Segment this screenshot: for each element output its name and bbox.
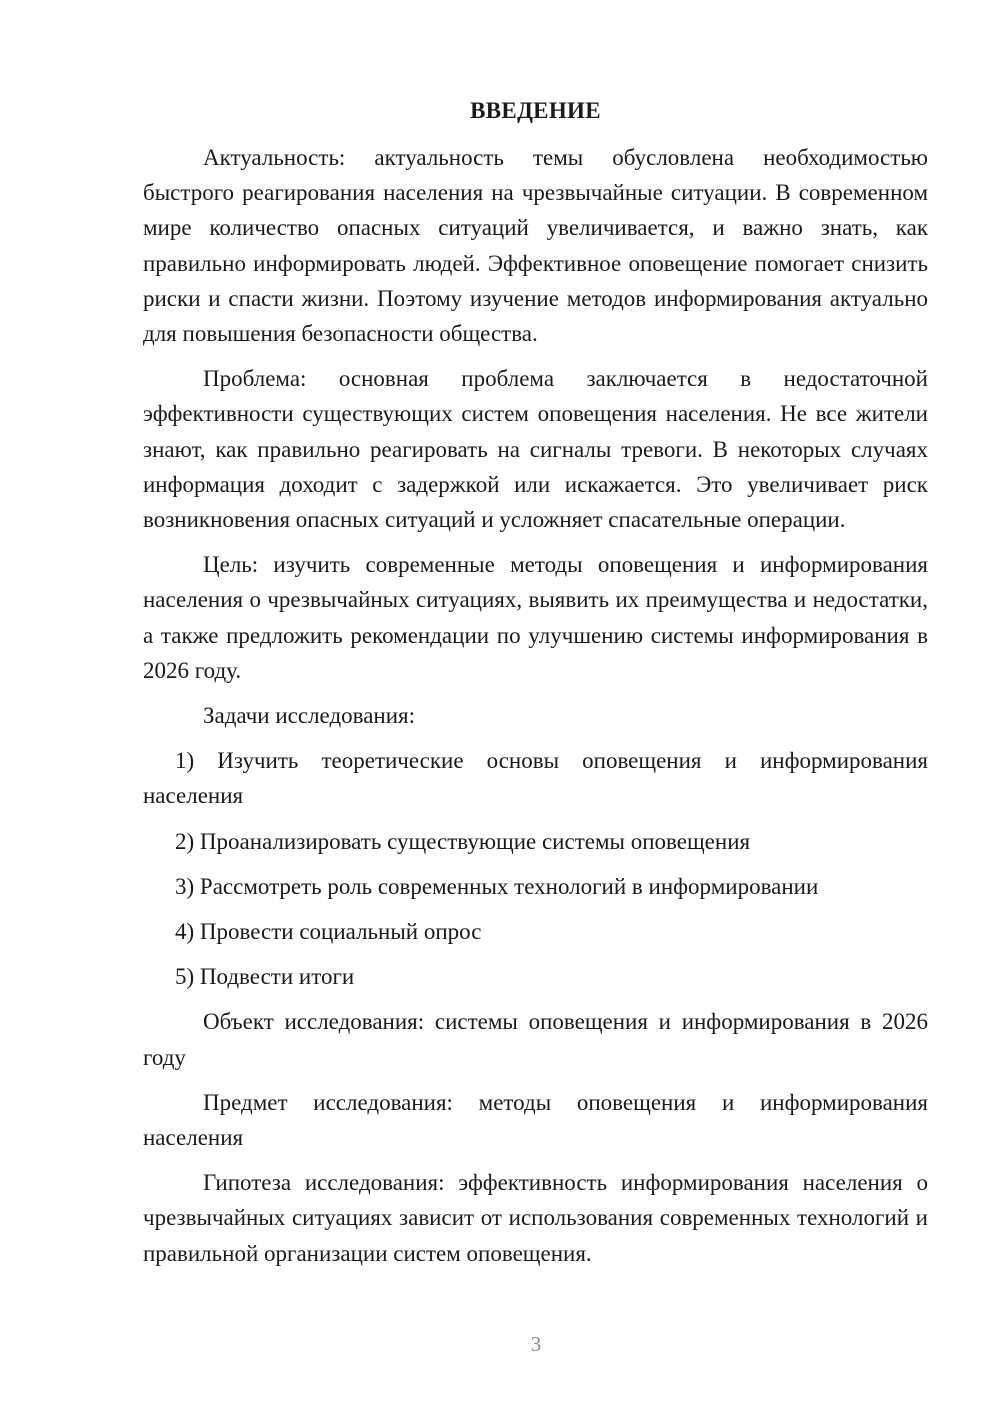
task-item-4: 4) Провести социальный опрос bbox=[175, 919, 482, 945]
document-page bbox=[143, 96, 928, 1281]
paragraph-object: Объект исследования: системы оповещения и информирования в 2026 году bbox=[143, 1009, 928, 1070]
page-number: 3 bbox=[530, 1332, 542, 1356]
paragraph-subject: Предмет исследования: методы оповещения и информирования населения bbox=[143, 1089, 928, 1151]
task-item-5: 5) Подвести итоги bbox=[175, 964, 355, 990]
paragraph-relevance: Актуальность: актуальность темы обусловлена необходимостью быстрого реагирования населения на чрезвычайные ситуации. В современном мире количество опасных ситуаций увеличивается, и важно знать, как правильно информировать людей. Эффективное оповещение помогает снизить риски и спасти жизни. Поэтому изучение методов информирования актуально для повышения безопасности общества. bbox=[143, 145, 928, 347]
task-item-2: 2) Проанализировать существующие системы оповещения bbox=[175, 828, 751, 854]
paragraph-hypothesis: Гипотеза исследования: эффективность информирования населения о чрезвычайных ситуациях зависит от использования современных технологий и правильной организации систем оповещения. bbox=[143, 1170, 928, 1266]
task-item-3: 3) Рассмотреть роль современных технологий в информировании bbox=[175, 873, 819, 899]
page-title: ВВЕДЕНИЕ bbox=[470, 98, 601, 123]
tasks-heading: Задачи исследования: bbox=[203, 703, 416, 729]
paragraph-goal: Цель: изучить современные методы оповещения и информирования населения о чрезвычайных ситуациях, выявить их преимущества и недостатки, а также предложить рекомендации по улучшению системы информирования в 2026 году. bbox=[143, 552, 928, 683]
task-item-1: 1) Изучить теоретические основы оповещения и информирования населения bbox=[143, 748, 928, 809]
paragraph-problem: Проблема: основная проблема заключается в недостаточной эффективности существующих систем оповещения населения. Не все жители знают, как правильно реагировать на сигналы тревоги. В некоторых случаях информация доходит с задержкой или искажается. Это увеличивает риск возникновения опасных ситуаций и усложняет спасательные операции. bbox=[143, 366, 928, 533]
